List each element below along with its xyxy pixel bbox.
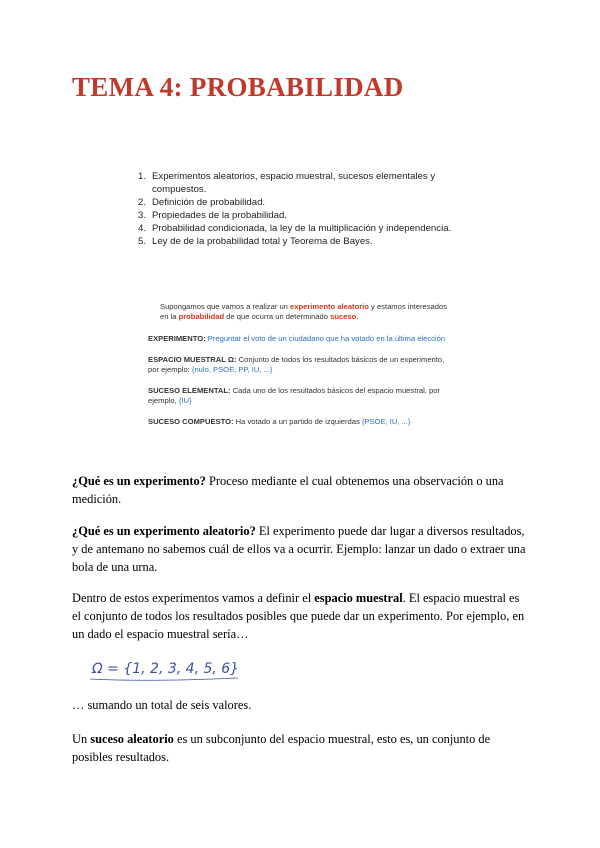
paragraph-total: … sumando un total de seis valores. [72,698,252,712]
toc-item: 3. Propiedades de la probabilidad. [138,210,287,221]
toc-item: 1. Experimentos aleatorios, espacio muestral, sucesos elementales y compuestos. [138,171,436,195]
definition-suceso-compuesto: SUCESO COMPUESTO: Ha votado a un partido de izquierdas {PSOE, IU, ...} [148,417,411,426]
definition-espacio-muestral: ESPACIO MUESTRAL Ω: Conjunto de todos los resultados básicos de un experimento, por ejemplo: {nulo, PSOE, PP, IU, ...} [148,355,445,374]
paragraph-experimento: ¿Qué es un experimento? Proceso mediante el cual obtenemos una observación o una medición. [72,474,504,506]
intro-text: Supongamos que vamos a realizar un experimento aleatorio y estamos interesados en la probabilidad de que ocurra un determinado suceso. [160,302,448,321]
definition-suceso-elemental: SUCESO ELEMENTAL: Cada uno de los resultados básicos del espacio muestral, por ejemplo, {IU} [148,386,440,405]
svg-text:Ω = {1, 2, 3, 4, 5, 6}: Ω = {1, 2, 3, 4, 5, 6} [92,661,240,677]
page-title: TEMA 4: PROBABILIDAD [72,72,404,102]
toc-item: 5. Ley de de la probabilidad total y Teorema de Bayes. [138,236,373,247]
concept-summary-box [148,298,448,438]
definition-experimento: EXPERIMENTO: Preguntar el voto de un ciudadano que ha votado en la última elección [148,334,446,343]
paragraph-experimento-aleatorio: ¿Qué es un experimento aleatorio? El experimento puede dar lugar a diversos resultados, y de antemano no sabemos cuál de ellos va a ocurrir. Ejemplo: lanzar un dado o extraer una bola de una urna. [72,524,526,574]
handwritten-sample-space [88,651,258,685]
toc-item: 4. Probabilidad condicionada, la ley de la multiplicación y independencia. [138,223,452,234]
paragraph-suceso-aleatorio: Un suceso aleatorio es un subconjunto del espacio muestral, esto es, un conjunto de posibles resultados. [72,732,491,764]
paragraph-espacio-muestral: Dentro de estos experimentos vamos a definir el espacio muestral. El espacio muestral es el conjunto de todos los resultados posibles que puede dar un experimento. Por ejemplo, en un dado el espacio muestral sería… [72,591,525,641]
toc-item: 2. Definición de probabilidad. [138,197,266,208]
table-of-contents [138,170,478,248]
underline-stroke [90,678,238,680]
